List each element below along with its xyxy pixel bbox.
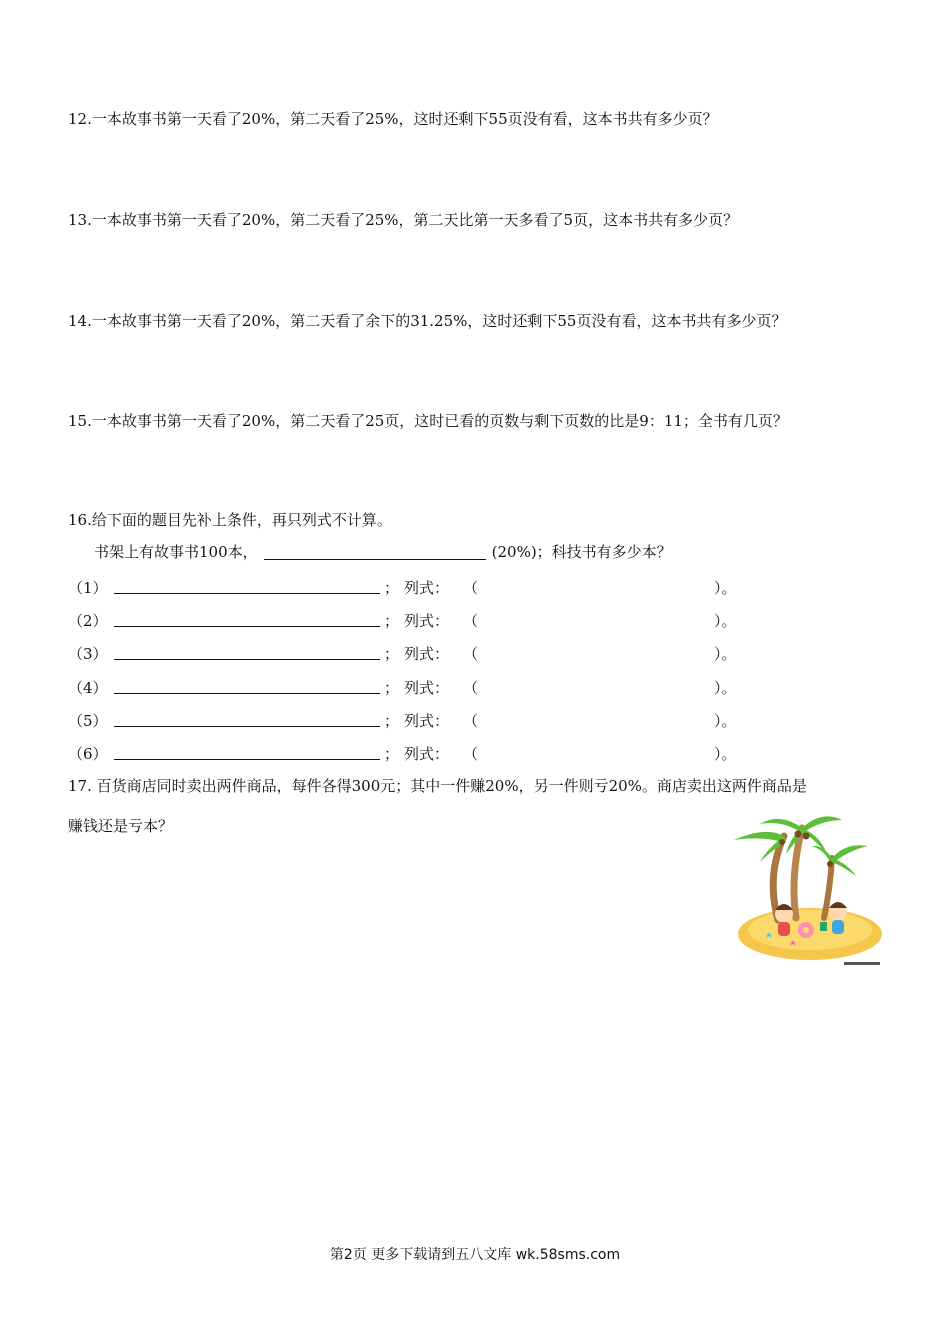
question-16-stem (94, 541, 672, 562)
right-paren: ）。 (714, 679, 737, 697)
row-semicolon: ； (384, 612, 400, 630)
condition-blank[interactable] (114, 726, 380, 727)
question-12: 12.一本故事书第一天看了20%，第二天看了25%，这时还剩下55页没有看，这本书共有多少页？ (68, 110, 718, 128)
question-17-line-2: 赚钱还是亏本？ (68, 817, 174, 835)
question-14: 14.一本故事书第一天看了20%，第二天看了余下的31.25%，这时还剩下55页没有看，这本书共有多少页？ (68, 312, 787, 330)
formula-label: 列式： (404, 579, 450, 597)
left-paren: （ (463, 579, 479, 597)
formula-label: 列式： (404, 712, 450, 730)
row-semicolon: ； (384, 579, 400, 597)
island-palm-illustration (726, 806, 884, 970)
row-semicolon: ； (384, 745, 400, 763)
question-13: 13.一本故事书第一天看了20%，第二天看了25%，第二天比第一天多看了5页，这本书共有多少页？ (68, 211, 739, 229)
condition-row-5 (68, 708, 768, 730)
row-index: （3） (68, 645, 108, 663)
condition-row-6 (68, 741, 768, 763)
right-paren: ）。 (714, 712, 737, 730)
stem-answer-blank[interactable] (264, 541, 486, 560)
right-paren: ）。 (714, 745, 737, 763)
condition-blank[interactable] (114, 659, 380, 660)
right-paren: ）。 (714, 612, 737, 630)
left-paren: （ (463, 712, 479, 730)
condition-row-3 (68, 641, 768, 663)
row-index: （5） (68, 712, 108, 730)
question-17-line-1: 17. 百货商店同时卖出两件商品，每件各得300元；其中一件赚20%，另一件则亏20%。商店卖出这两件商品是 (68, 777, 807, 795)
row-semicolon: ； (384, 712, 400, 730)
condition-row-1 (68, 575, 768, 597)
row-semicolon: ； (384, 645, 400, 663)
right-paren: ）。 (714, 579, 737, 597)
left-paren: （ (463, 679, 479, 697)
question-15: 15.一本故事书第一天看了20%，第二天看了25页，这时已看的页数与剩下页数的比是9：11；全书有几页？ (68, 412, 788, 430)
formula-label: 列式： (404, 679, 450, 697)
question-16-title: 16.给下面的题目先补上条件，再只列式不计算。 (68, 511, 392, 529)
condition-blank[interactable] (114, 693, 380, 694)
condition-blank[interactable] (114, 593, 380, 594)
row-index: （1） (68, 579, 108, 597)
row-index: （6） (68, 745, 108, 763)
stem-text-before: 书架上有故事书100本， (94, 543, 258, 561)
condition-blank[interactable] (114, 759, 380, 760)
left-paren: （ (463, 612, 479, 630)
row-index: （4） (68, 679, 108, 697)
row-semicolon: ； (384, 679, 400, 697)
formula-label: 列式： (404, 645, 450, 663)
condition-row-4 (68, 675, 768, 697)
right-paren: ）。 (714, 645, 737, 663)
condition-row-2 (68, 608, 768, 630)
left-paren: （ (463, 645, 479, 663)
left-paren: （ (463, 745, 479, 763)
page-footer: 第2页 更多下载请到五八文库 wk.58sms.com (329, 1247, 621, 1263)
stem-text-after: (20%)；科技书有多少本？ (491, 543, 672, 561)
condition-blank[interactable] (114, 626, 380, 627)
row-index: （2） (68, 612, 108, 630)
formula-label: 列式： (404, 612, 450, 630)
formula-label: 列式： (404, 745, 450, 763)
